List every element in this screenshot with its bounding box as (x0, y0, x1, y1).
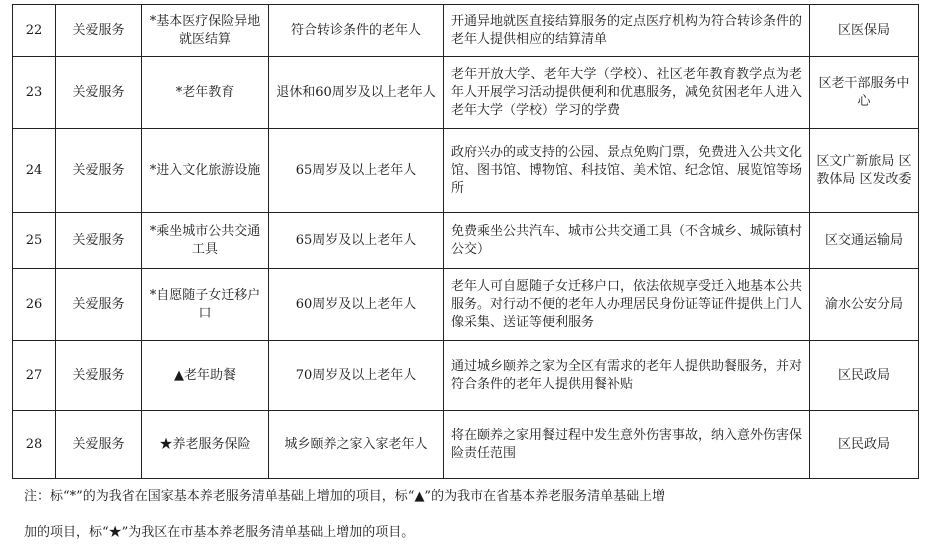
row-category: 关爱服务 (56, 213, 142, 269)
row-target: 60周岁及以上老年人 (269, 269, 444, 341)
row-content: 将在颐养之家用餐过程中发生意外伤害事故，纳入意外伤害保险责任范围 (444, 411, 810, 479)
row-category: 关爱服务 (56, 5, 142, 57)
row-department: 区医保局 (810, 5, 919, 57)
row-department: 区民政局 (810, 411, 919, 479)
row-category: 关爱服务 (56, 341, 142, 411)
table-row (13, 269, 919, 341)
row-item: *基本医疗保险异地就医结算 (142, 5, 269, 57)
row-department: 区民政局 (810, 341, 919, 411)
row-department: 区老干部服务中心 (810, 57, 919, 129)
row-target: 退休和60周岁及以上老年人 (269, 57, 444, 129)
row-target: 符合转诊条件的老年人 (269, 5, 444, 57)
row-item: *进入文化旅游设施 (142, 129, 269, 213)
row-item: ▲老年助餐 (142, 341, 269, 411)
row-item: ★养老服务保险 (142, 411, 269, 479)
row-department: 区文广新旅局 区教体局 区发改委 (810, 129, 919, 213)
row-category: 关爱服务 (56, 57, 142, 129)
table-row (13, 129, 919, 213)
row-number: 26 (13, 269, 56, 341)
row-target: 70周岁及以上老年人 (269, 341, 444, 411)
table-row (13, 213, 919, 269)
row-target: 65周岁及以上老年人 (269, 129, 444, 213)
row-item: *自愿随子女迁移户口 (142, 269, 269, 341)
row-department: 区交通运输局 (810, 213, 919, 269)
table-row (13, 411, 919, 479)
row-number: 22 (13, 5, 56, 57)
footnote-line-2: 加的项目，标“★”为我区在市基本养老服务清单基础上增加的项目。 (24, 525, 415, 540)
row-number: 28 (13, 411, 56, 479)
row-category: 关爱服务 (56, 411, 142, 479)
table-row (13, 57, 919, 129)
row-department: 渝水公安分局 (810, 269, 919, 341)
row-target: 城乡颐养之家入家老年人 (269, 411, 444, 479)
table-row (13, 341, 919, 411)
row-item: *乘坐城市公共交通工具 (142, 213, 269, 269)
row-content: 老年人可自愿随子女迁移户口，依法依规享受迁入地基本公共服务。对行动不便的老年人办理居民身份证等证件提供上门人像采集、送证等便利服务 (444, 269, 810, 341)
row-content: 免费乘坐公共汽车、城市公共交通工具（不含城乡、城际镇村公交） (444, 213, 810, 269)
row-category: 关爱服务 (56, 269, 142, 341)
table-row (13, 5, 919, 57)
row-number: 24 (13, 129, 56, 213)
row-item: *老年教育 (142, 57, 269, 129)
row-content: 开通异地就医直接结算服务的定点医疗机构为符合转诊条件的老年人提供相应的结算清单 (444, 5, 810, 57)
service-list-table (12, 4, 919, 479)
row-number: 27 (13, 341, 56, 411)
row-content: 政府兴办的或支持的公园、景点免购门票，免费进入公共文化馆、图书馆、博物馆、科技馆、美术馆、纪念馆、展览馆等场所 (444, 129, 810, 213)
row-content: 通过城乡颐养之家为全区有需求的老年人提供助餐服务，并对符合条件的老年人提供用餐补贴 (444, 341, 810, 411)
row-content: 老年开放大学、老年大学（学校）、社区老年教育教学点为老年人开展学习活动提供便利和优惠服务，减免贫困老年人进入老年大学（学校）学习的学费 (444, 57, 810, 129)
row-number: 25 (13, 213, 56, 269)
footnote-line-1: 注：标“*”的为我省在国家基本养老服务清单基础上增加的项目，标“▲”的为我市在省基本养老服务清单基础上增 (24, 489, 666, 504)
row-category: 关爱服务 (56, 129, 142, 213)
row-number: 23 (13, 57, 56, 129)
row-target: 65周岁及以上老年人 (269, 213, 444, 269)
footnote (24, 488, 904, 542)
